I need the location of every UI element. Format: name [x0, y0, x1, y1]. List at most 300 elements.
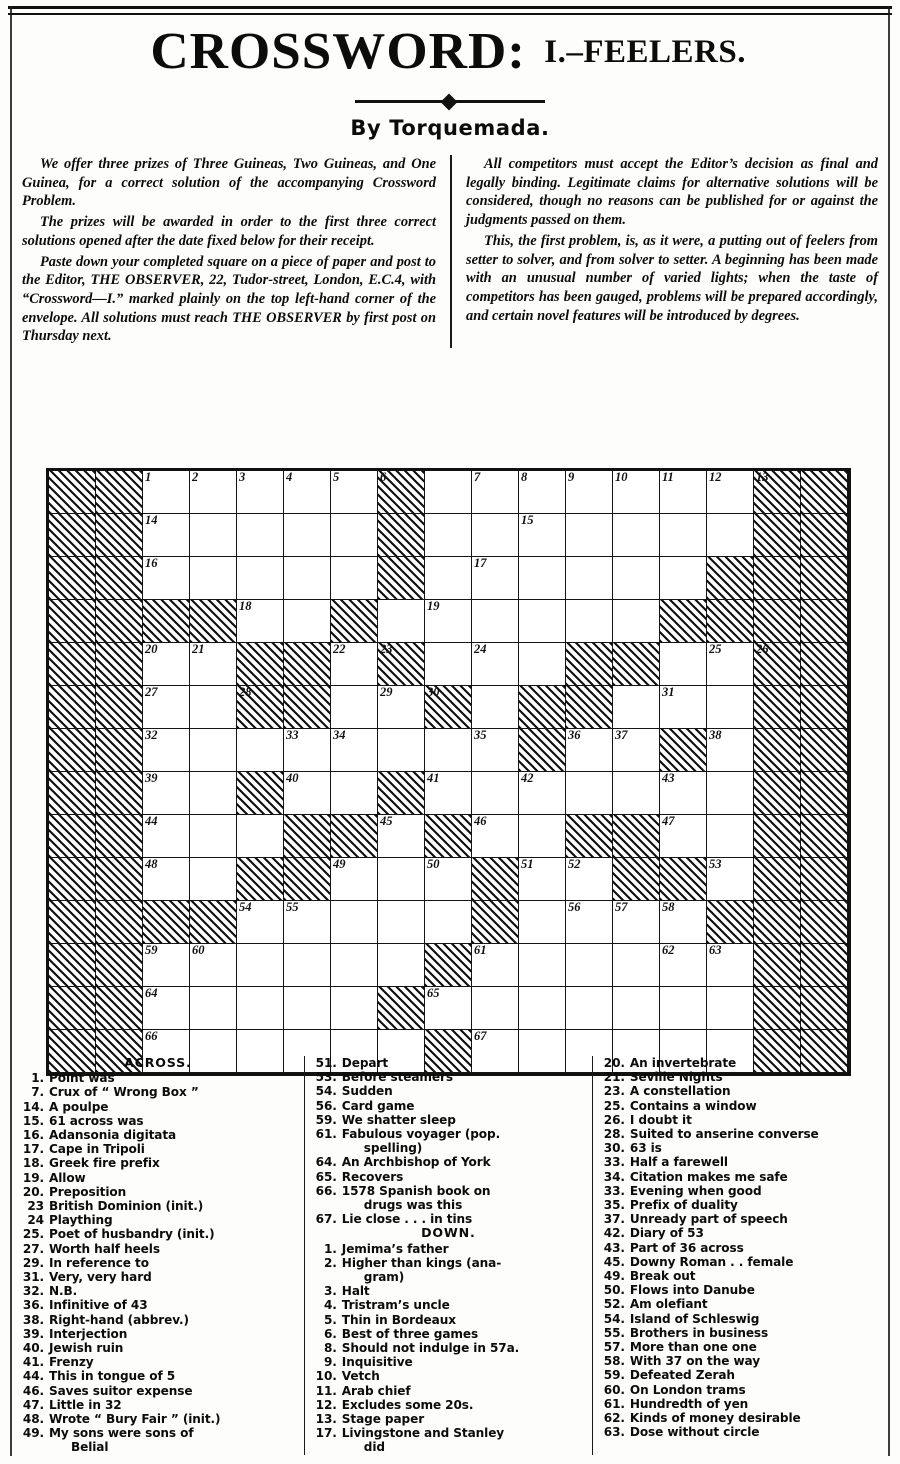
clue-number: 16. — [22, 1128, 44, 1143]
grid-cell[interactable] — [660, 815, 707, 858]
grid-block-cell — [190, 600, 237, 643]
grid-cell[interactable] — [660, 643, 707, 686]
grid-cell[interactable] — [472, 729, 519, 772]
grid-cell[interactable] — [331, 643, 378, 686]
clue-number: 20. — [603, 1056, 625, 1070]
grid-cell[interactable] — [378, 944, 425, 987]
clue-text: An Archbishop of York — [341, 1155, 491, 1170]
grid-block-cell — [378, 514, 425, 557]
grid-block-cell — [96, 858, 143, 901]
grid-cell[interactable] — [190, 514, 237, 557]
clue-number: 27. — [22, 1241, 44, 1256]
grid-cell[interactable] — [519, 471, 566, 514]
clue-item — [20, 1100, 296, 1114]
clue-number: 11. — [315, 1383, 337, 1398]
grid-cell[interactable] — [143, 471, 190, 514]
clue-item — [601, 1084, 880, 1098]
grid-cell[interactable] — [331, 987, 378, 1030]
clue-number: 15. — [22, 1113, 44, 1128]
clue-item — [313, 1298, 584, 1312]
grid-cell[interactable] — [425, 901, 472, 944]
grid-cell[interactable] — [707, 944, 754, 987]
grid-cell[interactable] — [519, 815, 566, 858]
grid-cell-number: 1 — [145, 470, 152, 484]
grid-cell[interactable] — [613, 729, 660, 772]
clue-item — [20, 1128, 296, 1142]
grid-block-cell — [284, 815, 331, 858]
grid-block-cell — [801, 600, 848, 643]
clue-text: Infinitive of 43 — [49, 1298, 148, 1313]
grid-cell[interactable] — [331, 901, 378, 944]
grid-cell[interactable] — [613, 514, 660, 557]
grid-cell-number: 48 — [145, 857, 158, 871]
clue-text: Suited to anserine converse — [629, 1127, 819, 1142]
clue-text: In reference to — [49, 1255, 149, 1270]
grid-block-cell — [754, 557, 801, 600]
grid-cell[interactable] — [660, 987, 707, 1030]
clues-section — [20, 1056, 880, 1455]
clue-text: Little in 32 — [49, 1397, 122, 1412]
grid-cell[interactable] — [566, 729, 613, 772]
clue-text: Recovers — [341, 1169, 404, 1184]
left-border-rule — [10, 6, 12, 1456]
grid-cell[interactable] — [472, 471, 519, 514]
grid-cell[interactable] — [143, 987, 190, 1030]
intro-section — [22, 155, 878, 348]
clue-item — [601, 1070, 880, 1084]
grid-cell[interactable] — [472, 772, 519, 815]
grid-block-cell — [237, 858, 284, 901]
grid-cell[interactable] — [190, 643, 237, 686]
grid-block-cell — [425, 686, 472, 729]
grid-block-cell — [49, 987, 96, 1030]
clue-text: Brothers in business — [629, 1325, 769, 1340]
grid-cell[interactable] — [613, 772, 660, 815]
grid-cell[interactable] — [613, 557, 660, 600]
grid-cell[interactable] — [660, 901, 707, 944]
crossword-grid[interactable] — [46, 468, 851, 1076]
grid-block-cell — [284, 643, 331, 686]
clue-item — [313, 1070, 584, 1084]
clue-text: Plaything — [49, 1213, 113, 1228]
grid-cell[interactable] — [378, 858, 425, 901]
grid-block-cell — [472, 901, 519, 944]
grid-cell[interactable] — [237, 514, 284, 557]
grid-cell[interactable] — [707, 987, 754, 1030]
grid-cell[interactable] — [472, 643, 519, 686]
clue-number: 49. — [603, 1269, 625, 1284]
clue-text: Higher than kings (ana- gram) — [342, 1256, 584, 1284]
clue-text: Stage paper — [341, 1412, 425, 1427]
clue-item — [20, 1156, 296, 1170]
crossword-grid-cells[interactable] — [49, 471, 848, 1073]
grid-cell[interactable] — [425, 514, 472, 557]
grid-cell[interactable] — [378, 901, 425, 944]
clue-text: 61 across was — [49, 1113, 144, 1128]
clue-item — [20, 1199, 296, 1213]
grid-block-cell — [96, 514, 143, 557]
clue-item — [20, 1242, 296, 1256]
grid-cell-number: 44 — [145, 814, 158, 828]
grid-cell[interactable] — [707, 514, 754, 557]
grid-cell-number: 57 — [615, 900, 628, 914]
grid-cell[interactable] — [660, 514, 707, 557]
page-title: CROSSWORD: — [150, 23, 526, 80]
grid-cell[interactable] — [331, 858, 378, 901]
grid-cell[interactable] — [472, 557, 519, 600]
grid-cell[interactable] — [566, 514, 613, 557]
clue-column-3 — [592, 1056, 880, 1455]
grid-cell[interactable] — [284, 772, 331, 815]
grid-cell[interactable] — [707, 729, 754, 772]
grid-cell[interactable] — [566, 901, 613, 944]
clue-text: Best of three games — [341, 1326, 479, 1341]
grid-cell[interactable] — [425, 643, 472, 686]
grid-cell[interactable] — [472, 600, 519, 643]
grid-cell[interactable] — [613, 471, 660, 514]
grid-cell[interactable] — [331, 686, 378, 729]
grid-cell[interactable] — [190, 772, 237, 815]
clue-text: Inquisitive — [341, 1355, 413, 1370]
clue-text: Poet of husbandry (init.) — [49, 1227, 215, 1242]
grid-cell[interactable] — [519, 557, 566, 600]
grid-block-cell — [754, 643, 801, 686]
grid-cell-number: 49 — [333, 857, 346, 871]
clue-item — [313, 1412, 584, 1426]
byline: By Torquemada. — [350, 116, 550, 140]
clue-text: My sons were sons of Belial — [49, 1426, 296, 1454]
grid-cell-number: 25 — [709, 642, 722, 656]
clue-item — [20, 1114, 296, 1128]
grid-block-cell — [425, 944, 472, 987]
grid-block-cell — [754, 471, 801, 514]
grid-cell-number: 50 — [427, 857, 440, 871]
clue-item — [20, 1426, 296, 1454]
clue-item — [313, 1212, 584, 1226]
grid-cell[interactable] — [331, 514, 378, 557]
clue-item — [20, 1327, 296, 1341]
intro-paragraph: This, the first problem, is, as it were, a putting out of feelers from setter to solver, and from solver to setter. A beginning has been made with an unusual number of varied lights; when the taste of competitors has been gauged, problems will be prepared accordingly, and certain novel features will be introduced by degrees. — [466, 232, 878, 324]
grid-cell[interactable] — [613, 600, 660, 643]
clue-text: Allow — [49, 1170, 86, 1185]
grid-cell-number: 61 — [474, 943, 487, 957]
grid-cell[interactable] — [425, 557, 472, 600]
clue-item — [20, 1284, 296, 1298]
diamond-divider — [355, 96, 545, 106]
grid-cell[interactable] — [237, 987, 284, 1030]
grid-cell[interactable] — [237, 815, 284, 858]
clue-text: Arab chief — [341, 1383, 411, 1398]
clue-text: An invertebrate — [629, 1056, 737, 1070]
clue-text: Seville Nights — [629, 1070, 723, 1085]
grid-cell-number: 11 — [662, 470, 674, 484]
clue-number: 44. — [22, 1369, 44, 1384]
grid-cell[interactable] — [660, 944, 707, 987]
grid-cell[interactable] — [190, 729, 237, 772]
grid-cell[interactable] — [284, 901, 331, 944]
grid-cell[interactable] — [519, 600, 566, 643]
grid-cell[interactable] — [519, 514, 566, 557]
clue-number: 26. — [603, 1112, 625, 1127]
grid-cell[interactable] — [237, 729, 284, 772]
intro-column-left — [22, 155, 450, 348]
grid-cell[interactable] — [331, 471, 378, 514]
grid-cell[interactable] — [660, 772, 707, 815]
grid-cell[interactable] — [237, 944, 284, 987]
clue-number: 42. — [603, 1226, 625, 1241]
grid-cell[interactable] — [237, 600, 284, 643]
grid-cell[interactable] — [472, 944, 519, 987]
clue-number: 12. — [315, 1397, 337, 1412]
clue-number: 53. — [315, 1070, 337, 1085]
grid-cell[interactable] — [613, 987, 660, 1030]
clue-text: Contains a window — [629, 1098, 757, 1113]
grid-cell[interactable] — [472, 987, 519, 1030]
grid-cell[interactable] — [378, 686, 425, 729]
clue-number: 25. — [22, 1227, 44, 1242]
grid-cell[interactable] — [284, 557, 331, 600]
grid-cell[interactable] — [472, 815, 519, 858]
grid-cell-number: 35 — [474, 728, 487, 742]
clue-text: Preposition — [49, 1184, 127, 1199]
grid-cell-number: 16 — [145, 556, 158, 570]
grid-cell[interactable] — [519, 901, 566, 944]
clue-number: 59. — [603, 1368, 625, 1383]
clue-text: Worth half heels — [49, 1241, 160, 1256]
grid-cell-number: 43 — [662, 771, 675, 785]
grid-cell[interactable] — [472, 686, 519, 729]
grid-cell[interactable] — [190, 557, 237, 600]
clue-item — [20, 1270, 296, 1284]
grid-cell[interactable] — [284, 514, 331, 557]
grid-cell-number: 58 — [662, 900, 675, 914]
grid-cell[interactable] — [331, 772, 378, 815]
clue-text: A constellation — [629, 1084, 731, 1099]
clue-text: Depart — [341, 1056, 389, 1070]
clue-number: 40. — [22, 1341, 44, 1356]
clue-text-continued: did — [363, 1440, 385, 1455]
clue-text: Thin in Bordeaux — [341, 1312, 456, 1327]
grid-cell[interactable] — [566, 772, 613, 815]
grid-cell[interactable] — [707, 471, 754, 514]
grid-block-cell — [566, 815, 613, 858]
grid-cell[interactable] — [378, 600, 425, 643]
grid-cell[interactable] — [143, 686, 190, 729]
clue-number: 30. — [603, 1141, 625, 1156]
grid-block-cell — [801, 772, 848, 815]
grid-cell[interactable] — [660, 557, 707, 600]
grid-cell[interactable] — [190, 686, 237, 729]
clue-text: This in tongue of 5 — [49, 1369, 176, 1384]
grid-cell[interactable] — [143, 815, 190, 858]
grid-cell[interactable] — [378, 729, 425, 772]
grid-cell[interactable] — [284, 987, 331, 1030]
grid-cell[interactable] — [331, 729, 378, 772]
grid-cell[interactable] — [190, 858, 237, 901]
grid-cell-number: 30 — [427, 685, 440, 699]
grid-cell-number: 4 — [286, 470, 293, 484]
clue-item — [313, 1184, 584, 1212]
grid-cell[interactable] — [472, 514, 519, 557]
grid-cell[interactable] — [143, 858, 190, 901]
grid-block-cell — [378, 643, 425, 686]
grid-block-cell — [707, 557, 754, 600]
clue-number: 62. — [603, 1411, 625, 1426]
clue-text: A poulpe — [49, 1099, 109, 1114]
clue-item — [313, 1256, 584, 1284]
grid-cell[interactable] — [190, 987, 237, 1030]
intro-paragraph: We offer three prizes of Three Guineas, Two Guineas, and One Guinea, for a correct solution of the accompanying Crossword Problem. — [22, 156, 436, 210]
grid-cell[interactable] — [284, 944, 331, 987]
grid-block-cell — [378, 471, 425, 514]
clue-text: Vetch — [341, 1369, 380, 1384]
clue-item — [20, 1384, 296, 1398]
grid-block-cell — [801, 987, 848, 1030]
grid-cell[interactable] — [284, 471, 331, 514]
grid-cell[interactable] — [519, 772, 566, 815]
grid-cell[interactable] — [707, 643, 754, 686]
clue-number: 33. — [603, 1155, 625, 1170]
clue-number: 47. — [22, 1397, 44, 1412]
grid-cell[interactable] — [707, 686, 754, 729]
grid-cell[interactable] — [566, 944, 613, 987]
grid-cell[interactable] — [378, 815, 425, 858]
grid-cell[interactable] — [425, 471, 472, 514]
down-heading: DOWN. — [421, 1225, 476, 1241]
clue-number: 13. — [315, 1412, 337, 1427]
grid-cell[interactable] — [237, 901, 284, 944]
grid-cell[interactable] — [284, 600, 331, 643]
grid-cell[interactable] — [143, 729, 190, 772]
grid-block-cell — [754, 944, 801, 987]
clue-number: 6. — [323, 1326, 337, 1341]
grid-block-cell — [49, 815, 96, 858]
clue-number: 39. — [22, 1326, 44, 1341]
grid-block-cell — [190, 901, 237, 944]
grid-cell[interactable] — [190, 944, 237, 987]
clue-text: Kinds of money desirable — [629, 1411, 801, 1426]
clue-number: 5. — [323, 1312, 337, 1327]
clue-number: 9. — [323, 1355, 337, 1370]
grid-cell[interactable] — [143, 557, 190, 600]
clue-item — [601, 1297, 880, 1311]
grid-cell[interactable] — [425, 600, 472, 643]
grid-cell[interactable] — [660, 471, 707, 514]
grid-block-cell — [49, 729, 96, 772]
grid-cell[interactable] — [566, 557, 613, 600]
grid-cell-number: 24 — [474, 642, 487, 656]
top-rule — [8, 6, 892, 9]
clue-number: 48. — [22, 1412, 44, 1427]
clue-text: Diary of 53 — [629, 1226, 704, 1241]
clue-number: 36. — [22, 1298, 44, 1313]
clue-item — [601, 1056, 880, 1070]
grid-cell[interactable] — [566, 858, 613, 901]
grid-cell[interactable] — [143, 772, 190, 815]
grid-cell[interactable] — [519, 944, 566, 987]
clue-text: Sudden — [341, 1084, 393, 1099]
grid-block-cell — [49, 557, 96, 600]
grid-cell[interactable] — [707, 815, 754, 858]
grid-cell[interactable] — [613, 901, 660, 944]
clue-text: Citation makes me safe — [629, 1169, 788, 1184]
grid-cell[interactable] — [237, 557, 284, 600]
grid-cell[interactable] — [519, 643, 566, 686]
clue-number: 4. — [323, 1298, 337, 1313]
clue-item — [601, 1241, 880, 1255]
intro-paragraph: The prizes will be awarded in order to the first three correct solutions opened after the date fixed below for their receipt. — [22, 214, 436, 249]
grid-cell[interactable] — [284, 729, 331, 772]
grid-cell[interactable] — [707, 772, 754, 815]
clue-item — [601, 1127, 880, 1141]
grid-cell[interactable] — [707, 858, 754, 901]
clue-text: Lie close . . . in tins — [341, 1212, 473, 1227]
grid-cell-number: 45 — [380, 814, 393, 828]
grid-cell[interactable] — [190, 471, 237, 514]
grid-cell[interactable] — [566, 471, 613, 514]
grid-block-cell — [660, 858, 707, 901]
grid-cell[interactable] — [331, 557, 378, 600]
grid-block-cell — [754, 815, 801, 858]
clue-text: Right-hand (abbrev.) — [49, 1312, 189, 1327]
grid-cell[interactable] — [143, 944, 190, 987]
grid-cell[interactable] — [660, 686, 707, 729]
clue-item — [20, 1313, 296, 1327]
clue-text: Halt — [341, 1284, 370, 1299]
clue-item — [20, 1227, 296, 1241]
grid-cell-number: 46 — [474, 814, 487, 828]
clue-item — [313, 1113, 584, 1127]
grid-cell-number: 63 — [709, 943, 722, 957]
grid-block-cell — [801, 815, 848, 858]
grid-cell[interactable] — [425, 987, 472, 1030]
clue-number: 21. — [603, 1070, 625, 1085]
grid-cell[interactable] — [331, 944, 378, 987]
grid-cell[interactable] — [425, 858, 472, 901]
clue-item — [20, 1398, 296, 1412]
clue-number: 32. — [22, 1284, 44, 1299]
clue-text: Island of Schleswig — [629, 1311, 760, 1326]
grid-block-cell — [613, 815, 660, 858]
grid-cell-number: 54 — [239, 900, 252, 914]
grid-block-cell — [49, 858, 96, 901]
grid-cell[interactable] — [237, 471, 284, 514]
grid-cell[interactable] — [566, 987, 613, 1030]
grid-cell[interactable] — [519, 858, 566, 901]
clue-text: Jewish ruin — [49, 1341, 124, 1356]
grid-cell[interactable] — [143, 514, 190, 557]
grid-cell[interactable] — [566, 600, 613, 643]
grid-cell[interactable] — [190, 815, 237, 858]
grid-cell[interactable] — [519, 987, 566, 1030]
grid-cell[interactable] — [613, 944, 660, 987]
clue-item — [601, 1312, 880, 1326]
grid-cell-number: 6 — [380, 470, 387, 484]
clue-text: British Dominion (init.) — [49, 1199, 204, 1214]
grid-cell[interactable] — [143, 643, 190, 686]
clue-item — [601, 1368, 880, 1382]
grid-block-cell — [754, 987, 801, 1030]
clue-item — [20, 1213, 296, 1227]
clue-text: N.B. — [49, 1284, 78, 1299]
grid-block-cell — [331, 815, 378, 858]
clue-number: 46. — [22, 1383, 44, 1398]
clue-number: 17. — [315, 1426, 337, 1441]
grid-cell[interactable] — [425, 729, 472, 772]
grid-cell[interactable] — [425, 772, 472, 815]
grid-cell[interactable] — [613, 686, 660, 729]
grid-cell-number: 15 — [521, 513, 534, 527]
